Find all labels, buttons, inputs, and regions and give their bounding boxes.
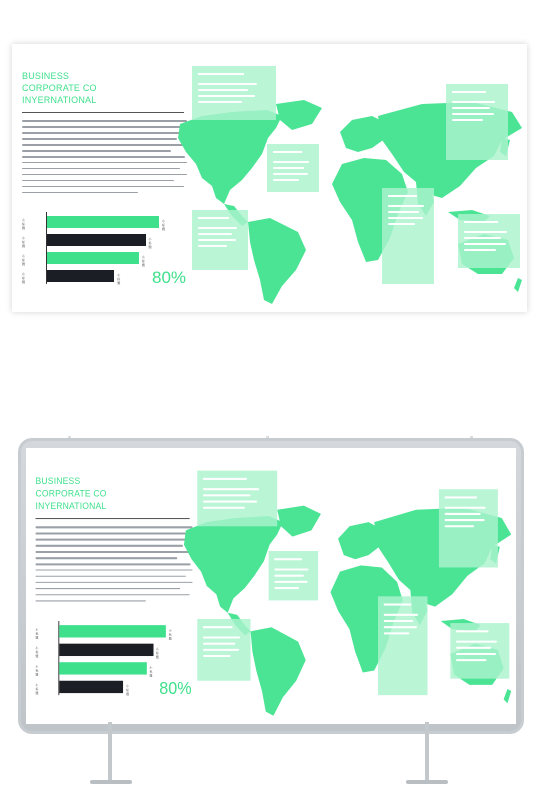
bar — [59, 644, 153, 656]
banner-stand-mockup — [0, 430, 539, 812]
bar-value-label: 小标题 — [117, 273, 121, 285]
bar — [47, 234, 146, 246]
title-line-1: BUSINESS — [35, 475, 81, 487]
stand-leg-right — [425, 722, 429, 782]
callout-box — [446, 84, 508, 160]
bar-value-label: 小标题 — [162, 219, 166, 231]
title-line-3: INYERNATIONAL — [22, 95, 97, 105]
callout-box — [458, 214, 520, 268]
bar — [47, 270, 114, 282]
new-zealand-shape — [514, 278, 522, 292]
callout-box — [267, 144, 319, 192]
poster-content — [12, 44, 527, 312]
title-line-2: CORPORATE CO — [35, 488, 107, 499]
callout-box — [192, 66, 276, 120]
greenland-shape — [277, 506, 321, 537]
callout-box — [382, 188, 434, 284]
percent-figure: 80% — [159, 678, 192, 699]
bar-value-label: 小标题 — [141, 255, 145, 267]
stand-foot-right — [406, 780, 448, 784]
callout-box — [197, 619, 250, 681]
callout-box — [450, 623, 509, 679]
title-line-2: CORPORATE CO — [22, 83, 97, 93]
banner-poster — [26, 448, 516, 724]
percent-figure: 80% — [152, 268, 187, 287]
bar-label: 小标题 — [22, 254, 26, 266]
banner-poster-content — [26, 448, 516, 724]
callout-box — [378, 596, 427, 695]
callout-box — [269, 551, 318, 600]
south-america-shape — [251, 627, 306, 716]
callout-box — [197, 471, 277, 527]
bar — [47, 252, 139, 264]
new-zealand-shape — [504, 689, 512, 703]
bar-value-label: 小标题 — [155, 646, 159, 660]
poster-title — [36, 475, 107, 512]
bar-label: 小标题 — [35, 664, 39, 677]
bar-label: 小标题 — [22, 218, 26, 230]
body-paragraph — [36, 526, 193, 606]
stand-foot-left — [90, 780, 132, 784]
callout-box — [192, 210, 248, 270]
flat-poster-board — [12, 44, 527, 312]
title-line-3: INYERNATIONAL — [35, 500, 107, 511]
bar-label: 小标题 — [35, 682, 39, 696]
bar — [59, 681, 123, 693]
bar-label: 小标题 — [35, 627, 39, 640]
bar-value-label: 小标题 — [168, 628, 172, 641]
greenland-shape — [276, 100, 322, 130]
title-divider — [22, 112, 184, 113]
stand-leg-left — [108, 722, 112, 782]
bar-value-label: 小标题 — [126, 683, 129, 697]
bar — [59, 662, 146, 674]
bar-label: 小标题 — [22, 272, 26, 284]
title-line-1: BUSINESS — [22, 71, 70, 81]
bar-label: 小标题 — [22, 236, 26, 248]
bar — [59, 625, 166, 637]
bar-label: 小标题 — [35, 645, 39, 659]
bar-value-label: 小标题 — [148, 237, 152, 249]
title-divider — [36, 518, 190, 519]
bar — [47, 216, 159, 228]
bar-value-label: 小标题 — [149, 665, 153, 678]
south-america-shape — [248, 218, 306, 304]
body-paragraph — [22, 120, 187, 198]
callout-box — [439, 489, 498, 567]
poster-title — [22, 70, 97, 106]
